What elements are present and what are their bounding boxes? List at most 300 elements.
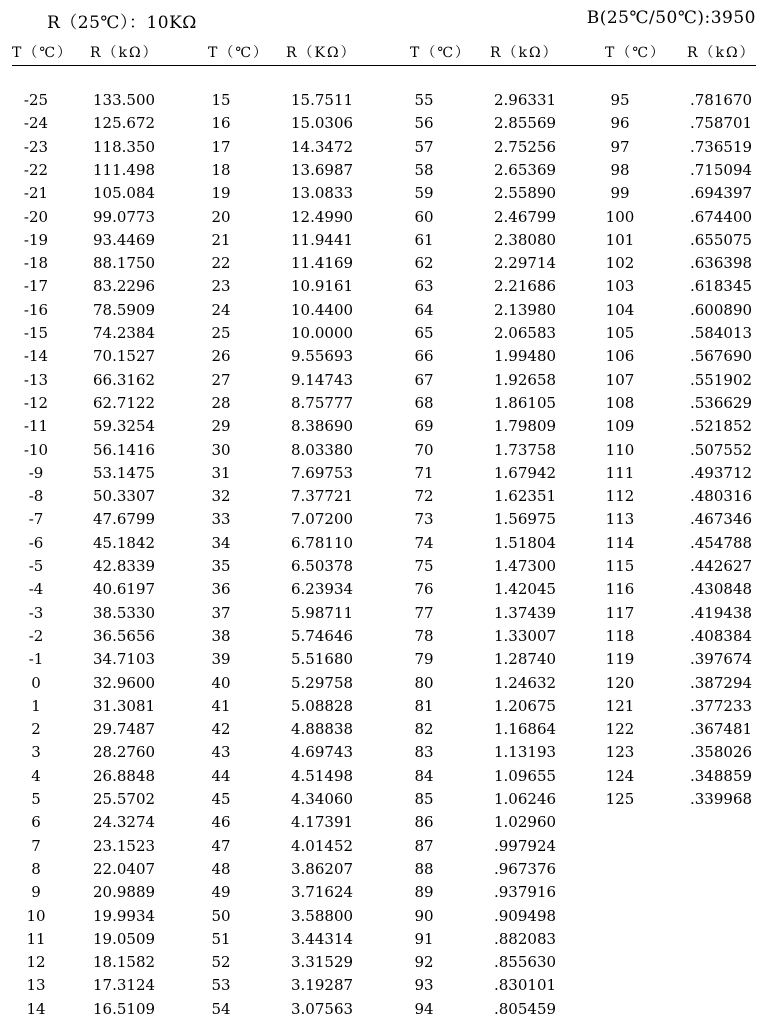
temperature-cell: 6 — [31, 813, 41, 832]
resistance-cell: .348859 — [690, 766, 753, 785]
table-row — [0, 347, 768, 370]
resistance-cell: 105.084 — [93, 184, 156, 203]
resistance-cell: 1.73758 — [494, 440, 557, 459]
table-row — [0, 464, 768, 487]
temperature-cell: 71 — [414, 463, 434, 482]
resistance-cell: 13.6987 — [291, 160, 354, 179]
temperature-cell: 74 — [414, 533, 434, 552]
temperature-cell: 15 — [211, 91, 231, 109]
resistance-cell: 56.1416 — [93, 440, 156, 459]
temperature-cell: -18 — [23, 254, 49, 273]
table-row — [0, 254, 768, 277]
resistance-cell: 23.1523 — [93, 836, 156, 855]
table-row — [0, 743, 768, 766]
temperature-cell: -24 — [23, 114, 49, 133]
resistance-cell: 1.02960 — [494, 813, 557, 832]
resistance-cell: .967376 — [494, 859, 557, 878]
resistance-cell: .715094 — [690, 160, 753, 179]
temperature-cell: 20 — [211, 207, 231, 226]
resistance-cell: 99.0773 — [93, 207, 156, 226]
temperature-cell: 23 — [211, 277, 231, 296]
temperature-cell: 11 — [26, 929, 46, 948]
resistance-cell: 19.0509 — [93, 929, 156, 948]
resistance-cell: 40.6197 — [93, 580, 156, 599]
table-row — [0, 930, 768, 953]
resistance-cell: .419438 — [690, 603, 753, 622]
table-row — [0, 860, 768, 883]
resistance-cell: 3.07563 — [291, 999, 354, 1018]
resistance-cell: .600890 — [690, 300, 753, 319]
col-header-temp-3: T（℃） — [410, 45, 471, 61]
resistance-cell: 2.21686 — [494, 277, 557, 296]
resistance-cell: 28.2760 — [93, 743, 156, 762]
temperature-cell: 59 — [414, 184, 434, 203]
resistance-cell: 3.71624 — [291, 883, 354, 902]
temperature-cell: 108 — [605, 393, 635, 412]
b-value-header: B(25℃/50℃):3950 — [586, 8, 756, 28]
resistance-cell: 4.01452 — [291, 836, 354, 855]
temperature-cell: 64 — [414, 300, 434, 319]
resistance-cell: 2.38080 — [494, 230, 557, 249]
resistance-cell: 5.98711 — [291, 603, 354, 622]
table-row — [0, 114, 768, 137]
temperature-cell: 35 — [211, 557, 231, 575]
resistance-cell: 1.99480 — [494, 347, 557, 366]
resistance-cell: 15.0306 — [291, 114, 354, 133]
temperature-cell: 3 — [31, 743, 41, 762]
temperature-cell: -5 — [28, 557, 44, 575]
resistance-cell: 31.3081 — [93, 696, 156, 715]
resistance-cell: 22.0407 — [93, 859, 156, 878]
temperature-cell: 103 — [605, 277, 635, 296]
resistance-cell: 38.5330 — [93, 603, 156, 622]
resistance-cell: .493712 — [690, 463, 753, 482]
resistance-cell: .937916 — [494, 883, 557, 902]
table-row — [0, 394, 768, 417]
resistance-cell: .882083 — [494, 929, 557, 948]
temperature-cell: 66 — [414, 347, 434, 366]
table-row — [0, 790, 768, 813]
temperature-cell: 42 — [211, 720, 231, 739]
resistance-cell: 36.5656 — [93, 626, 156, 645]
resistance-cell: 4.34060 — [291, 790, 354, 808]
temperature-cell: -19 — [23, 230, 49, 249]
resistance-cell: .521852 — [690, 417, 753, 436]
resistance-cell: 50.3307 — [93, 487, 156, 506]
temperature-cell: 67 — [414, 370, 434, 389]
resistance-cell: 66.3162 — [93, 370, 156, 389]
resistance-cell: 1.62351 — [494, 487, 557, 506]
resistance-cell: 13.0833 — [291, 184, 354, 203]
temperature-cell: 110 — [605, 440, 635, 459]
resistance-cell: 8.38690 — [291, 417, 354, 436]
resistance-cell: 53.1475 — [93, 463, 156, 482]
resistance-cell: .551902 — [690, 370, 753, 389]
resistance-cell: 125.672 — [93, 114, 156, 133]
temperature-cell: 83 — [414, 743, 434, 762]
resistance-cell: .781670 — [690, 91, 753, 109]
resistance-cell: 1.16864 — [494, 720, 557, 739]
table-row — [0, 627, 768, 650]
table-row — [0, 184, 768, 207]
temperature-cell: 118 — [605, 626, 635, 645]
temperature-cell: 17 — [211, 137, 231, 156]
table-row — [0, 534, 768, 557]
resistance-cell: .358026 — [690, 743, 753, 762]
resistance-cell: .584013 — [690, 324, 753, 342]
resistance-cell: 4.51498 — [291, 766, 354, 785]
resistance-cell: 74.2384 — [93, 324, 156, 342]
temperature-cell: 53 — [211, 976, 231, 995]
temperature-cell: 69 — [414, 417, 434, 436]
temperature-cell: 60 — [414, 207, 434, 226]
temperature-cell: -22 — [23, 160, 49, 179]
resistance-cell: 1.06246 — [494, 790, 557, 808]
temperature-cell: 4 — [31, 766, 41, 785]
resistance-cell: .367481 — [690, 720, 753, 739]
temperature-cell: 52 — [211, 953, 231, 972]
resistance-cell: 3.19287 — [291, 976, 354, 995]
temperature-cell: 105 — [605, 324, 635, 342]
table-row — [0, 953, 768, 976]
temperature-cell: 100 — [605, 207, 635, 226]
temperature-cell: 112 — [605, 487, 635, 506]
temperature-cell: 44 — [211, 766, 231, 785]
table-row — [0, 557, 768, 580]
temperature-cell: 45 — [211, 790, 231, 808]
resistance-cell: 2.75256 — [494, 137, 557, 156]
temperature-cell: 97 — [610, 137, 630, 156]
table-row — [0, 976, 768, 999]
resistance-cell: 59.3254 — [93, 417, 156, 436]
resistance-cell: .377233 — [690, 696, 753, 715]
temperature-cell: 31 — [211, 463, 231, 482]
resistance-cell: 3.44314 — [291, 929, 354, 948]
resistance-cell: .536629 — [690, 393, 753, 412]
resistance-cell: 5.51680 — [291, 650, 354, 669]
temperature-cell: 56 — [414, 114, 434, 133]
resistance-cell: 32.9600 — [93, 673, 156, 692]
temperature-cell: 120 — [605, 673, 635, 692]
temperature-cell: 102 — [605, 254, 635, 273]
temperature-cell: 121 — [605, 696, 635, 715]
resistance-cell: .387294 — [690, 673, 753, 692]
temperature-cell: -12 — [23, 393, 49, 412]
temperature-cell: 34 — [211, 533, 231, 552]
resistance-cell: 6.23934 — [291, 580, 354, 599]
temperature-cell: 91 — [414, 929, 434, 948]
temperature-cell: -7 — [28, 510, 44, 529]
temperature-cell: -16 — [23, 300, 49, 319]
temperature-cell: 21 — [211, 230, 231, 249]
resistance-cell: .830101 — [494, 976, 557, 995]
resistance-cell: 4.69743 — [291, 743, 354, 762]
resistance-cell: 10.0000 — [291, 324, 354, 342]
table-row — [0, 417, 768, 440]
resistance-cell: 11.9441 — [291, 230, 354, 249]
temperature-cell: 61 — [414, 230, 434, 249]
temperature-cell: 32 — [211, 487, 231, 506]
temperature-cell: 8 — [31, 859, 41, 878]
temperature-cell: 49 — [211, 883, 231, 902]
col-header-res-2: R（KΩ） — [286, 45, 357, 61]
temperature-cell: 104 — [605, 300, 635, 319]
temperature-cell: 46 — [211, 813, 231, 832]
temperature-cell: 106 — [605, 347, 635, 366]
temperature-cell: 10 — [26, 906, 46, 925]
temperature-cell: 78 — [414, 626, 434, 645]
temperature-cell: 77 — [414, 603, 434, 622]
resistance-cell: 47.6799 — [93, 510, 156, 529]
temperature-cell: 81 — [414, 696, 434, 715]
resistance-cell: .636398 — [690, 254, 753, 273]
resistance-cell: 1.67942 — [494, 463, 557, 482]
temperature-cell: 92 — [414, 953, 434, 972]
resistance-cell: 1.24632 — [494, 673, 557, 692]
temperature-cell: 14 — [26, 999, 46, 1018]
temperature-cell: 57 — [414, 137, 434, 156]
resistance-cell: 62.7122 — [93, 393, 156, 412]
col-header-temp-2: T（℃） — [208, 45, 269, 61]
temperature-cell: 76 — [414, 580, 434, 599]
table-row — [0, 324, 768, 347]
temperature-cell: 33 — [211, 510, 231, 529]
temperature-cell: 16 — [211, 114, 231, 133]
temperature-cell: 122 — [605, 720, 635, 739]
temperature-cell: 101 — [605, 230, 635, 249]
temperature-cell: 37 — [211, 603, 231, 622]
temperature-cell: 117 — [605, 603, 635, 622]
col-header-res-1: R（kΩ） — [90, 45, 159, 61]
resistance-cell: .430848 — [690, 580, 753, 599]
temperature-cell: 85 — [414, 790, 434, 808]
table-row — [0, 813, 768, 836]
resistance-cell: .909498 — [494, 906, 557, 925]
temperature-cell: 90 — [414, 906, 434, 925]
temperature-cell: 41 — [211, 696, 231, 715]
col-header-res-3: R（kΩ） — [490, 45, 559, 61]
temperature-cell: 0 — [31, 673, 41, 692]
temperature-cell: 115 — [605, 557, 635, 575]
temperature-cell: 116 — [605, 580, 635, 599]
temperature-cell: 40 — [211, 673, 231, 692]
resistance-cell: .758701 — [690, 114, 753, 133]
table-row — [0, 138, 768, 161]
temperature-cell: 27 — [211, 370, 231, 389]
table-row — [0, 231, 768, 254]
resistance-cell: .480316 — [690, 487, 753, 506]
table-row — [0, 767, 768, 790]
resistance-cell: 20.9889 — [93, 883, 156, 902]
resistance-cell: 1.86105 — [494, 393, 557, 412]
resistance-cell: 9.14743 — [291, 370, 354, 389]
temperature-cell: 51 — [211, 929, 231, 948]
resistance-cell: 8.75777 — [291, 393, 354, 412]
resistance-cell: 8.03380 — [291, 440, 354, 459]
temperature-cell: -10 — [23, 440, 49, 459]
resistance-cell: 1.09655 — [494, 766, 557, 785]
temperature-cell: 55 — [414, 91, 434, 109]
resistance-cell: .408384 — [690, 626, 753, 645]
resistance-cell: 1.28740 — [494, 650, 557, 669]
resistance-cell: 10.9161 — [291, 277, 354, 296]
resistance-cell: 2.85569 — [494, 114, 557, 133]
temperature-cell: 87 — [414, 836, 434, 855]
resistance-cell: 3.31529 — [291, 953, 354, 972]
resistance-cell: 1.20675 — [494, 696, 557, 715]
resistance-cell: 1.13193 — [494, 743, 557, 762]
resistance-cell: .467346 — [690, 510, 753, 529]
temperature-cell: 26 — [211, 347, 231, 366]
temperature-cell: 68 — [414, 393, 434, 412]
temperature-cell: 73 — [414, 510, 434, 529]
resistance-cell: 1.92658 — [494, 370, 557, 389]
resistance-cell: 11.4169 — [291, 254, 354, 273]
resistance-cell: 6.50378 — [291, 557, 354, 575]
temperature-cell: 86 — [414, 813, 434, 832]
resistance-cell: 4.17391 — [291, 813, 354, 832]
resistance-cell: 15.7511 — [291, 91, 354, 109]
resistance-cell: 12.4990 — [291, 207, 354, 226]
temperature-cell: 24 — [211, 300, 231, 319]
resistance-cell: 34.7103 — [93, 650, 156, 669]
col-header-res-4: R（kΩ） — [687, 45, 756, 61]
temperature-cell: 9 — [31, 883, 41, 902]
resistance-cell: 16.5109 — [93, 999, 156, 1018]
resistance-cell: 2.65369 — [494, 160, 557, 179]
temperature-cell: -25 — [23, 91, 49, 109]
temperature-cell: 36 — [211, 580, 231, 599]
table-row — [0, 161, 768, 184]
resistance-cell: 1.37439 — [494, 603, 557, 622]
temperature-cell: 65 — [414, 324, 434, 342]
resistance-cell: 118.350 — [93, 137, 156, 156]
temperature-cell: -14 — [23, 347, 49, 366]
temperature-cell: 70 — [414, 440, 434, 459]
resistance-cell: 7.37721 — [291, 487, 354, 506]
table-row — [0, 487, 768, 510]
resistance-cell: 1.47300 — [494, 557, 557, 575]
temperature-cell: 82 — [414, 720, 434, 739]
table-row — [0, 301, 768, 324]
temperature-cell: -13 — [23, 370, 49, 389]
table-row — [0, 371, 768, 394]
temperature-cell: 113 — [605, 510, 635, 529]
resistance-cell: 2.46799 — [494, 207, 557, 226]
temperature-cell: 109 — [605, 417, 635, 436]
temperature-cell: 75 — [414, 557, 434, 575]
table-row — [0, 720, 768, 743]
table-row — [0, 91, 768, 114]
temperature-cell: 124 — [605, 766, 635, 785]
resistance-cell: 2.96331 — [494, 91, 557, 109]
resistance-cell: 133.500 — [93, 91, 156, 109]
temperature-cell: 111 — [605, 463, 635, 482]
table-row — [0, 837, 768, 860]
resistance-cell: 93.4469 — [93, 230, 156, 249]
temperature-cell: 30 — [211, 440, 231, 459]
resistance-cell: 5.08828 — [291, 696, 354, 715]
table-row — [0, 277, 768, 300]
resistance-cell: .397674 — [690, 650, 753, 669]
temperature-cell: 48 — [211, 859, 231, 878]
table-row — [0, 441, 768, 464]
resistance-cell: 2.06583 — [494, 324, 557, 342]
temperature-cell: -17 — [23, 277, 49, 296]
resistance-cell: 5.74646 — [291, 626, 354, 645]
temperature-cell: 2 — [31, 720, 41, 739]
resistance-cell: 111.498 — [93, 160, 156, 179]
resistance-cell: 1.33007 — [494, 626, 557, 645]
table-row — [0, 1000, 768, 1023]
temperature-cell: -15 — [23, 324, 49, 342]
temperature-cell: -2 — [28, 626, 44, 645]
resistance-cell: .618345 — [690, 277, 753, 296]
resistance-cell: 9.55693 — [291, 347, 354, 366]
temperature-cell: 7 — [31, 836, 41, 855]
temperature-cell: -1 — [28, 650, 44, 669]
temperature-cell: 19 — [211, 184, 231, 203]
temperature-cell: 94 — [414, 999, 434, 1018]
resistance-cell: 3.58800 — [291, 906, 354, 925]
temperature-cell: 114 — [605, 533, 635, 552]
temperature-cell: 125 — [605, 790, 635, 808]
resistance-cell: 4.88838 — [291, 720, 354, 739]
resistance-cell: 19.9934 — [93, 906, 156, 925]
temperature-cell: -11 — [23, 417, 49, 436]
temperature-cell: -8 — [28, 487, 44, 506]
table-row — [0, 674, 768, 697]
resistance-cell: 78.5909 — [93, 300, 156, 319]
temperature-cell: 96 — [610, 114, 630, 133]
temperature-cell: 12 — [26, 953, 46, 972]
resistance-cell: 6.78110 — [291, 533, 354, 552]
resistance-cell: .655075 — [690, 230, 753, 249]
resistance-cell: 14.3472 — [291, 137, 354, 156]
temperature-cell: 38 — [211, 626, 231, 645]
resistance-cell: 5.29758 — [291, 673, 354, 692]
temperature-cell: 63 — [414, 277, 434, 296]
resistance-cell: .855630 — [494, 953, 557, 972]
table-row — [0, 883, 768, 906]
resistance-cell: 1.51804 — [494, 533, 557, 552]
table-row — [0, 907, 768, 930]
resistance-cell: 2.29714 — [494, 254, 557, 273]
temperature-cell: 1 — [31, 696, 41, 715]
resistance-cell: .507552 — [690, 440, 753, 459]
temperature-cell: -3 — [28, 603, 44, 622]
resistance-cell: .454788 — [690, 533, 753, 552]
temperature-cell: 119 — [605, 650, 635, 669]
resistance-cell: .736519 — [690, 137, 753, 156]
resistance-cell: 17.3124 — [93, 976, 156, 995]
temperature-cell: 107 — [605, 370, 635, 389]
resistance-cell: .674400 — [690, 207, 753, 226]
resistance-cell: 70.1527 — [93, 347, 156, 366]
temperature-cell: 99 — [610, 184, 630, 203]
table-row — [0, 208, 768, 231]
resistance-cell: 83.2296 — [93, 277, 156, 296]
temperature-cell: 95 — [610, 91, 630, 109]
temperature-cell: 25 — [211, 324, 231, 342]
temperature-cell: 62 — [414, 254, 434, 273]
col-header-temp-1: T（℃） — [12, 45, 73, 61]
resistance-cell: 26.8848 — [93, 766, 156, 785]
resistance-cell: 2.13980 — [494, 300, 557, 319]
resistance-cell: 7.07200 — [291, 510, 354, 529]
table-row — [0, 580, 768, 603]
temperature-cell: 72 — [414, 487, 434, 506]
